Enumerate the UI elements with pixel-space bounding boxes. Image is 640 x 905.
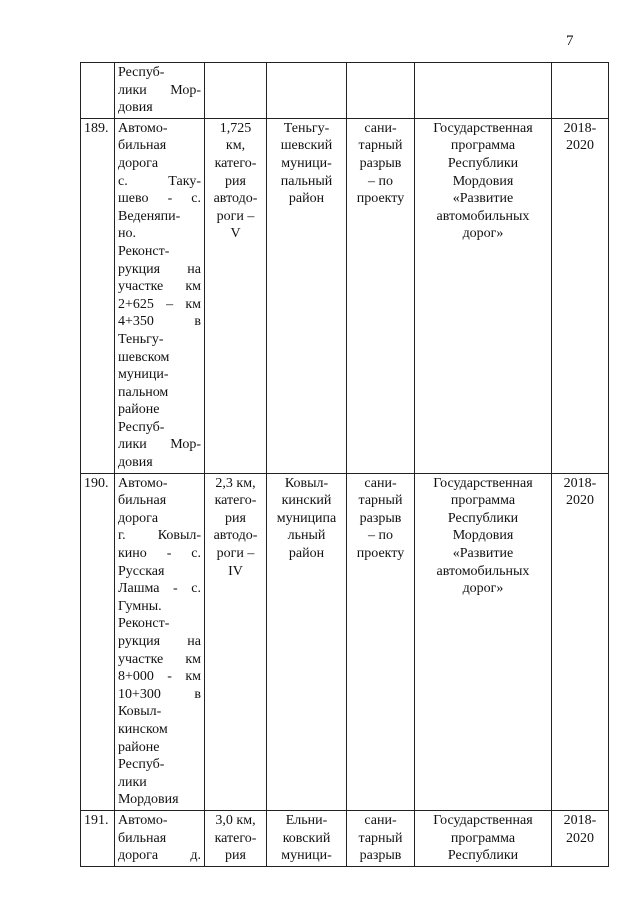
text-line: 2018- <box>563 475 597 491</box>
cell-description <box>115 118 205 473</box>
cell-description <box>115 63 205 119</box>
text-line: Ковыл- <box>118 704 162 720</box>
cell-period <box>552 118 609 473</box>
text-line: 2+625 – км <box>118 296 201 312</box>
text-line: муниципа <box>276 510 337 526</box>
cell-number: 189. <box>81 118 115 473</box>
text-line: V <box>230 226 241 242</box>
text-line: довия <box>118 455 153 471</box>
text-line: дорог» <box>462 226 504 242</box>
text-line: катего- <box>214 493 257 509</box>
text-line: проекту <box>356 546 405 562</box>
text-line: катего- <box>214 155 257 171</box>
text-line: 1,725 <box>219 120 252 136</box>
text-line: Автомо- <box>118 475 168 491</box>
text-line: район <box>288 546 325 562</box>
cell-length-category <box>205 810 267 866</box>
text-line: автодо- <box>213 528 258 544</box>
text-line: Реконст- <box>118 243 170 259</box>
text-line: Государственная <box>433 812 533 828</box>
table-row <box>81 63 609 119</box>
text-line: Лашма - с. <box>118 581 201 597</box>
cell-number: 191. <box>81 810 115 866</box>
text-line: 2018- <box>563 120 597 136</box>
cell-number <box>81 63 115 119</box>
cell-zone <box>347 810 415 866</box>
text-line: программа <box>450 138 516 154</box>
text-line: ковский <box>282 830 331 846</box>
text-line: разрыв <box>359 848 402 864</box>
text-line: Респуб- <box>118 419 165 435</box>
text-line: сани- <box>364 475 397 491</box>
text-line: Мордовия <box>452 528 514 544</box>
text-line: 2020 <box>566 493 594 509</box>
text-line: но. <box>118 226 136 242</box>
text-line: 3,0 км, <box>215 812 256 828</box>
text-line: роги – <box>216 208 255 224</box>
cell-zone <box>347 63 415 119</box>
text-line: районе <box>118 739 160 755</box>
cell-district <box>267 63 347 119</box>
text-line: Гумны. <box>118 598 162 614</box>
text-line: 2,3 км, <box>215 475 256 491</box>
text-line: тарный <box>358 138 403 154</box>
text-line: Респуб- <box>118 65 165 80</box>
text-line: Автомо- <box>118 812 168 828</box>
text-line: Мордовия <box>118 792 179 808</box>
cell-description <box>115 473 205 810</box>
text-line: муници- <box>281 848 332 864</box>
text-line: 2020 <box>566 830 594 846</box>
text-line: бильная <box>118 138 167 154</box>
text-line: 10+300 в <box>118 686 201 702</box>
cell-description <box>115 810 205 866</box>
text-line: г. Ковыл- <box>118 528 201 544</box>
text-line: 2020 <box>566 138 594 154</box>
text-line: участке км <box>118 651 201 667</box>
text-line: 8+000 - км <box>118 669 201 685</box>
cell-program <box>415 118 552 473</box>
text-line: разрыв <box>359 510 402 526</box>
text-line: Теньгу- <box>118 331 164 347</box>
text-line: «Развитие <box>452 546 514 562</box>
text-line: Теньгу- <box>283 120 330 136</box>
cell-zone <box>347 118 415 473</box>
text-line: – по <box>368 528 393 544</box>
text-line: Респуб- <box>118 757 165 773</box>
text-line: районе <box>118 402 160 418</box>
text-line: тарный <box>358 830 403 846</box>
text-line: рукция на <box>118 634 201 649</box>
text-line: рия <box>225 510 246 526</box>
text-line: автомобильных <box>436 208 530 224</box>
text-line: Республики <box>447 510 519 526</box>
text-line: шево - с. <box>118 191 201 207</box>
text-line: «Развитие <box>452 191 514 207</box>
text-line: Мордовия <box>452 173 514 189</box>
text-line: кинский <box>281 493 332 509</box>
text-line: Республики <box>447 155 519 171</box>
cell-length-category <box>205 63 267 119</box>
text-line: рукция на <box>118 261 201 277</box>
text-line: льный <box>287 528 326 544</box>
text-line: автомобильных <box>436 563 530 579</box>
text-line: катего- <box>214 830 257 846</box>
text-line: бильная <box>118 830 167 846</box>
text-line: Государственная <box>433 120 533 136</box>
text-line: Автомо- <box>118 120 168 136</box>
text-line: рия <box>225 173 246 189</box>
text-line: довия <box>118 100 153 116</box>
text-line: муници- <box>118 367 169 383</box>
cell-length-category <box>205 118 267 473</box>
table-row <box>81 473 609 810</box>
text-line: программа <box>450 830 516 846</box>
text-line: кинском <box>118 721 168 737</box>
text-line: лики <box>118 774 147 790</box>
text-line: кино - с. <box>118 546 201 562</box>
text-line: Республики <box>447 848 519 864</box>
cell-program <box>415 63 552 119</box>
cell-district <box>267 118 347 473</box>
text-line: Ельни- <box>285 812 328 828</box>
text-line: муници- <box>281 155 332 171</box>
text-line: бильная <box>118 493 167 509</box>
table-body <box>81 63 609 867</box>
text-line: лики Мор- <box>118 437 201 453</box>
text-line: Русская <box>118 563 165 579</box>
cell-period <box>552 473 609 810</box>
text-line: дорог» <box>462 581 504 597</box>
text-line: шевском <box>118 349 170 365</box>
text-line: шевский <box>280 138 333 154</box>
text-line: тарный <box>358 493 403 509</box>
text-line: с. Таку- <box>118 173 201 189</box>
text-line: район <box>288 191 325 207</box>
text-line: пальный <box>280 173 333 189</box>
text-line: 4+350 в <box>118 314 201 330</box>
text-line: Веденяпи- <box>118 208 181 224</box>
text-line: пальном <box>118 384 169 400</box>
text-line: программа <box>450 493 516 509</box>
text-line: – по <box>368 173 393 189</box>
table-row <box>81 118 609 473</box>
text-line: роги – <box>216 546 255 562</box>
text-line: проекту <box>356 191 405 207</box>
cell-number: 190. <box>81 473 115 810</box>
cell-program <box>415 473 552 810</box>
text-line: сани- <box>364 120 397 136</box>
text-line: участке км <box>118 279 201 295</box>
text-line: IV <box>228 563 243 579</box>
page-number: 7 <box>566 33 574 49</box>
cell-period <box>552 810 609 866</box>
text-line: Государственная <box>433 475 533 491</box>
cell-zone <box>347 473 415 810</box>
text-line: дорога <box>118 510 159 526</box>
text-line: Ковыл- <box>284 475 329 491</box>
text-line: сани- <box>364 812 397 828</box>
text-line: дорога д. <box>118 848 201 864</box>
cell-district <box>267 810 347 866</box>
text-line: лики Мор- <box>118 82 201 98</box>
table-row <box>81 810 609 866</box>
text-line: 2018- <box>563 812 597 828</box>
text-line: автодо- <box>213 191 258 207</box>
text-line: разрыв <box>359 155 402 171</box>
cell-period <box>552 63 609 119</box>
text-line: Реконст- <box>118 616 170 632</box>
cell-program <box>415 810 552 866</box>
text-line: км, <box>225 138 246 154</box>
text-line: рия <box>225 848 246 864</box>
cell-district <box>267 473 347 810</box>
text-line: дорога <box>118 155 159 171</box>
cell-length-category <box>205 473 267 810</box>
objects-table <box>80 62 609 867</box>
